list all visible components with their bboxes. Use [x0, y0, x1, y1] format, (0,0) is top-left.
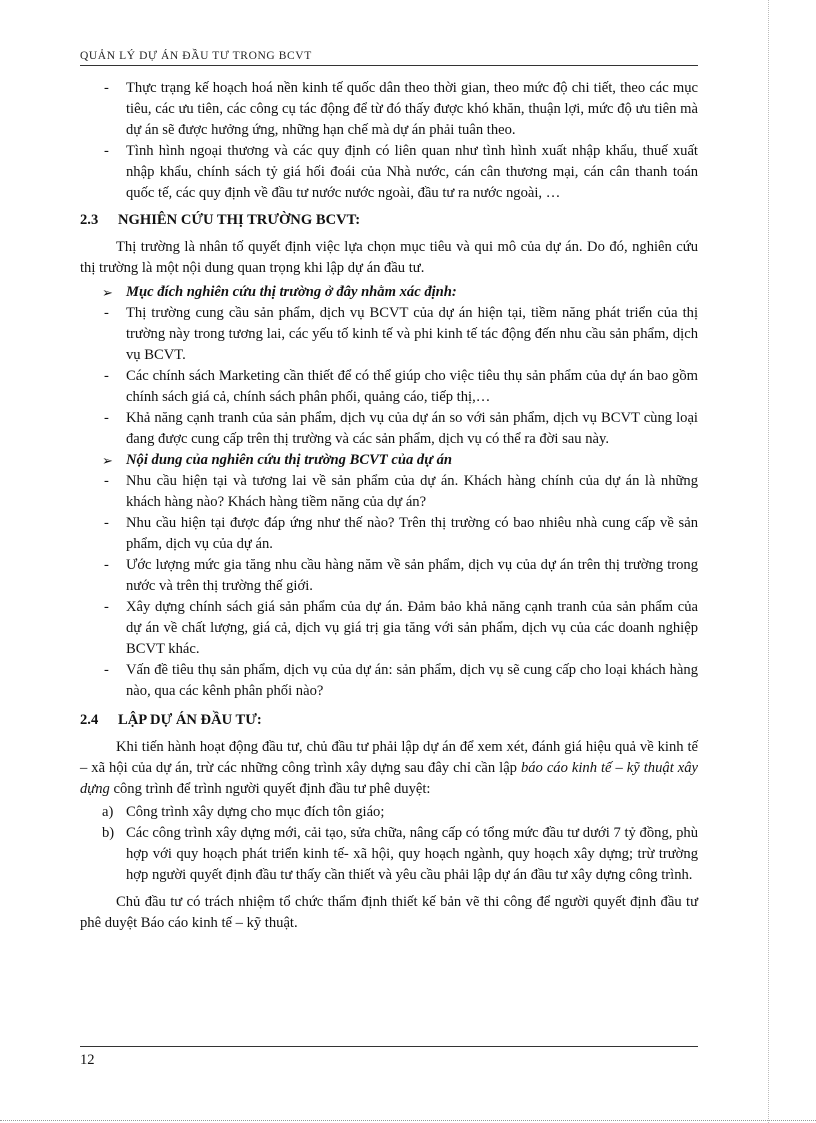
dash-marker: - — [104, 368, 109, 384]
section-title: NGHIÊN CỨU THỊ TRƯỜNG BCVT: — [118, 212, 361, 228]
section-heading-2-4 — [80, 710, 698, 731]
list-item — [80, 802, 698, 823]
intro-text-part2: công trình để trình người quyết định đầu tư phê duyệt: — [109, 781, 431, 797]
dash-marker: - — [104, 80, 109, 96]
list-item-text: Tình hình ngoại thương và các quy định có liên quan như tình hình xuất nhập khẩu, thuế xuất nhập khẩu, chính sách tỷ giá hối đoái của Nhà nước, cán cân thương mại, cán cân thanh toán quốc tế, các quy định về đầu tư nước nước ngoài, đầu tư ra nước ngoài, … — [126, 143, 698, 201]
list-item-text: Xây dựng chính sách giá sản phẩm của dự án. Đảm bảo khả năng cạnh tranh của sản phẩm của dự án về chất lượng, giá cả, dịch vụ giá trị gia tăng với sản phẩm, dịch vụ của các doanh nghiệp BCVT khác. — [126, 599, 698, 657]
list-marker: a) — [102, 804, 114, 820]
list-item-text: Vấn đề tiêu thụ sản phẩm, dịch vụ của dự án: sản phẩm, dịch vụ sẽ cung cấp cho loại khách hàng nào, qua các kênh phân phối nào? — [126, 662, 698, 699]
subheading-purpose — [80, 282, 698, 303]
list-item — [80, 141, 698, 204]
document-body — [80, 78, 698, 934]
list-item-text: Các công trình xây dựng mới, cải tạo, sửa chữa, nâng cấp có tổng mức đầu tư dưới 7 tỷ đồng, phù hợp với quy hoạch phát triển kinh tế- xã hội, quy hoạch ngành, quy hoạch xây dựng; trừ trường hợp người quyết định đầu tư thấy cần thiết và yêu cầu phải lập dự án đầu tư xây dựng công trình. — [126, 825, 698, 883]
subheading-text: Nội dung của nghiên cứu thị trường BCVT của dự án — [126, 452, 453, 468]
list-item-text: Nhu cầu hiện tại và tương lai về sản phẩm của dự án. Khách hàng chính của dự án là những khách hàng nào? Khách hàng tiềm năng của dự án? — [126, 473, 698, 510]
list-item-text: Ước lượng mức gia tăng nhu cầu hàng năm về sản phẩm, dịch vụ của dự án trên thị trường trong nước và trên thị trường thế giới. — [126, 557, 698, 594]
page-header — [80, 50, 698, 66]
list-item — [80, 303, 698, 366]
list-item-text: Nhu cầu hiện tại được đáp ứng như thế nào? Trên thị trường có bao nhiêu nhà cung cấp về sản phẩm, dịch vụ của dự án. — [126, 515, 698, 552]
list-item-text: Thực trạng kế hoạch hoá nền kinh tế quốc dân theo thời gian, theo mức độ chi tiết, theo các mục tiêu, các ưu tiên, các công cụ tác động để từ đó thấy được khó khăn, thuận lợi, mức độ ưu tiên mà dự án sẽ được hưởng ứng, những hạn chế mà dự án phải tuân theo. — [126, 80, 698, 138]
list-item — [80, 660, 698, 702]
section-intro: Thị trường là nhân tố quyết định việc lựa chọn mục tiêu và qui mô của dự án. Do đó, nghiên cứu thị trường là một nội dung quan trọng khi lập dự án đầu tư. — [80, 239, 698, 276]
dash-marker: - — [104, 599, 109, 615]
header-title: QUẢN LÝ DỰ ÁN ĐẦU TƯ TRONG BCVT — [80, 50, 312, 62]
intro-text-part1: Khi tiến hành hoạt động đầu tư, chủ đầu tư phải lập dự án để xem xét, đánh giá hiệu quả về kinh tế – xã hội của dự án, trừ các những công trình xây dựng sau đây chỉ cần lập — [80, 739, 698, 776]
list-item-text: Thị trường cung cầu sản phẩm, dịch vụ BCVT của dự án hiện tại, tiềm năng phát triển của thị trường này trong tương lai, các yếu tố kinh tế và phi kinh tế tác động đến nhu cầu sản phẩm, dịch vụ BCVT. — [126, 305, 698, 363]
list-item — [80, 823, 698, 886]
dash-marker: - — [104, 557, 109, 573]
dash-marker: - — [104, 473, 109, 489]
page-edge-right — [768, 0, 769, 1123]
list-item — [80, 555, 698, 597]
list-marker: b) — [102, 825, 115, 841]
section-heading-2-3 — [80, 210, 698, 231]
dash-marker: - — [104, 515, 109, 531]
page-edge-bottom — [0, 1120, 816, 1121]
list-item — [80, 366, 698, 408]
list-item — [80, 597, 698, 660]
arrow-bullet-icon: ➢ — [102, 285, 113, 300]
list-item — [80, 471, 698, 513]
intro-italic-term: báo cáo kinh tế – kỹ thuật xây dựng — [80, 760, 698, 797]
list-item-text: Khả năng cạnh tranh của sản phẩm, dịch vụ của dự án so với sản phẩm, dịch vụ BCVT cùng loại đang được cung cấp trên thị trường và các sản phẩm, dịch vụ có thể ra đời sau này. — [126, 410, 698, 447]
footer-divider — [80, 1046, 698, 1047]
subheading-content — [80, 450, 698, 471]
section-title: LẬP DỰ ÁN ĐẦU TƯ: — [118, 712, 262, 728]
list-item — [80, 408, 698, 450]
section-number: 2.4 — [80, 712, 99, 728]
subheading-text: Mục đích nghiên cứu thị trường ở đây nhằm xác định: — [126, 284, 457, 300]
list-item — [80, 513, 698, 555]
list-item-text: Công trình xây dựng cho mục đích tôn giáo; — [126, 804, 385, 820]
list-item-text: Các chính sách Marketing cần thiết để có thể giúp cho việc tiêu thụ sản phẩm của dự án bao gồm chính sách giá cả, chính sách phân phối, quảng cáo, tiếp thị,… — [126, 368, 698, 405]
section-number: 2.3 — [80, 212, 99, 228]
arrow-bullet-icon: ➢ — [102, 453, 113, 468]
closing-paragraph: Chủ đầu tư có trách nhiệm tổ chức thẩm định thiết kế bản vẽ thi công để người quyết định đầu tư phê duyệt Báo cáo kinh tế – kỹ thuật. — [80, 894, 698, 931]
dash-marker: - — [104, 143, 109, 159]
dash-marker: - — [104, 410, 109, 426]
list-item — [80, 78, 698, 141]
page-number: 12 — [80, 1052, 95, 1068]
dash-marker: - — [104, 305, 109, 321]
dash-marker: - — [104, 662, 109, 678]
section-intro — [80, 737, 698, 800]
